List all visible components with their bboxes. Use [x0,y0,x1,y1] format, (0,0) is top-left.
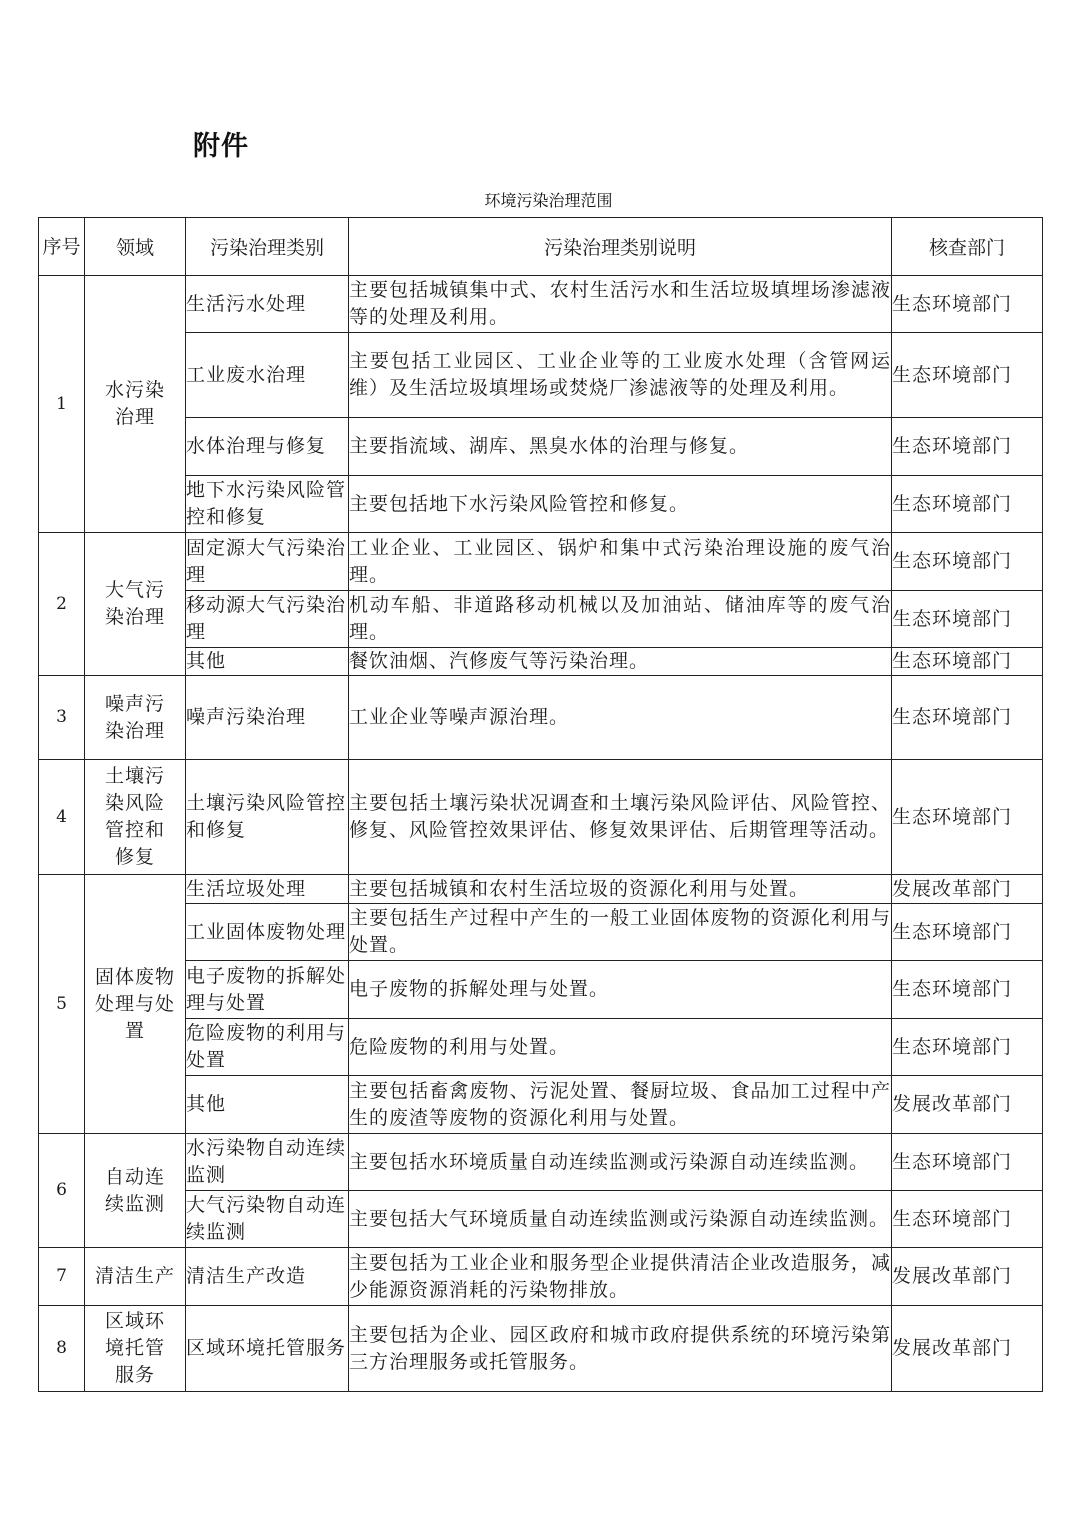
header-no: 序号 [39,218,85,276]
description-cell: 主要包括地下水污染风险管控和修复。 [349,476,892,533]
table-row [39,1191,1043,1248]
table-row [39,333,1043,418]
table-row [39,904,1043,961]
description-cell: 主要包括城镇和农村生活垃圾的资源化利用与处置。 [349,875,892,904]
description-cell: 机动车船、非道路移动机械以及加油站、储油库等的废气治理。 [349,591,892,648]
category-cell: 移动源大气污染治理 [186,591,349,648]
description-cell: 主要包括土壤污染状况调查和土壤污染风险评估、风险管控、修复、风险管控效果评估、修复效果评估、后期管理等活动。 [349,760,892,875]
category-cell: 生活垃圾处理 [186,875,349,904]
department-cell: 生态环境部门 [892,904,1043,961]
field-cell: 清洁生产 [85,1248,186,1306]
table-row [39,418,1043,476]
table-row [39,1019,1043,1076]
description-cell: 工业企业等噪声源治理。 [349,676,892,760]
table-caption: 环境污染治理范围 [484,191,613,210]
table-row [39,591,1043,648]
category-cell: 工业固体废物处理 [186,904,349,961]
field-cell: 水污染治理 [85,276,186,533]
category-cell: 其他 [186,648,349,676]
row-number: 1 [39,276,85,533]
header-field: 领域 [85,218,186,276]
department-cell: 生态环境部门 [892,961,1043,1019]
field-cell: 自动连续监测 [85,1134,186,1248]
department-cell: 发展改革部门 [892,1306,1043,1392]
category-cell: 工业废水治理 [186,333,349,418]
category-cell: 水污染物自动连续监测 [186,1134,349,1191]
category-cell: 其他 [186,1076,349,1134]
department-cell: 生态环境部门 [892,533,1043,591]
description-cell: 电子废物的拆解处理与处置。 [349,961,892,1019]
department-cell: 生态环境部门 [892,1019,1043,1076]
row-number: 4 [39,760,85,875]
description-cell: 主要包括为企业、园区政府和城市政府提供系统的环境污染第三方治理服务或托管服务。 [349,1306,892,1392]
table-row [39,648,1043,676]
row-number: 8 [39,1306,85,1392]
page-heading: 附件 [193,131,249,162]
department-cell: 生态环境部门 [892,418,1043,476]
table-row [39,676,1043,760]
field-cell: 固体废物处理与处置 [85,875,186,1134]
description-cell: 工业企业、工业园区、锅炉和集中式污染治理设施的废气治理。 [349,533,892,591]
description-cell: 主要包括水环境质量自动连续监测或污染源自动连续监测。 [349,1134,892,1191]
department-cell: 发展改革部门 [892,1076,1043,1134]
field-cell: 大气污染治理 [85,533,186,676]
description-cell: 主要包括生产过程中产生的一般工业固体废物的资源化利用与处置。 [349,904,892,961]
description-cell: 餐饮油烟、汽修废气等污染治理。 [349,648,892,676]
department-cell: 生态环境部门 [892,476,1043,533]
field-cell: 区域环境托管服务 [85,1306,186,1392]
table-row [39,961,1043,1019]
header-description: 污染治理类别说明 [349,218,892,276]
description-cell: 主要包括畜禽废物、污泥处置、餐厨垃圾、食品加工过程中产生的废渣等废物的资源化利用与处置。 [349,1076,892,1134]
category-cell: 生活污水处理 [186,276,349,333]
table-row [39,1248,1043,1306]
table-row [39,875,1043,904]
category-cell: 区域环境托管服务 [186,1306,349,1392]
description-cell: 危险废物的利用与处置。 [349,1019,892,1076]
table-row [39,476,1043,533]
department-cell: 发展改革部门 [892,1248,1043,1306]
header-department: 核查部门 [892,218,1043,276]
table-row [39,1134,1043,1191]
department-cell: 发展改革部门 [892,875,1043,904]
category-cell: 土壤污染风险管控和修复 [186,760,349,875]
department-cell: 生态环境部门 [892,1191,1043,1248]
row-number: 6 [39,1134,85,1248]
row-number: 3 [39,676,85,760]
table-row [39,760,1043,875]
table-row [39,1306,1043,1392]
row-number: 2 [39,533,85,676]
pollution-scope-table [38,217,1043,1392]
department-cell: 生态环境部门 [892,760,1043,875]
description-cell: 主要包括城镇集中式、农村生活污水和生活垃圾填埋场渗滤液等的处理及利用。 [349,276,892,333]
category-cell: 危险废物的利用与处置 [186,1019,349,1076]
department-cell: 生态环境部门 [892,591,1043,648]
category-cell: 水体治理与修复 [186,418,349,476]
table-header-row [39,218,1043,276]
department-cell: 生态环境部门 [892,276,1043,333]
description-cell: 主要包括工业园区、工业企业等的工业废水处理（含管网运维）及生活垃圾填埋场或焚烧厂渗滤液等的处理及利用。 [349,333,892,418]
description-cell: 主要指流域、湖库、黑臭水体的治理与修复。 [349,418,892,476]
table-row [39,1076,1043,1134]
category-cell: 大气污染物自动连续监测 [186,1191,349,1248]
table-row [39,276,1043,333]
field-cell: 土壤污染风险管控和修复 [85,760,186,875]
category-cell: 固定源大气污染治理 [186,533,349,591]
category-cell: 地下水污染风险管控和修复 [186,476,349,533]
description-cell: 主要包括大气环境质量自动连续监测或污染源自动连续监测。 [349,1191,892,1248]
row-number: 5 [39,875,85,1134]
description-cell: 主要包括为工业企业和服务型企业提供清洁企业改造服务，减少能源资源消耗的污染物排放。 [349,1248,892,1306]
department-cell: 生态环境部门 [892,1134,1043,1191]
header-category: 污染治理类别 [186,218,349,276]
category-cell: 电子废物的拆解处理与处置 [186,961,349,1019]
table-row [39,533,1043,591]
field-cell: 噪声污染治理 [85,676,186,760]
department-cell: 生态环境部门 [892,648,1043,676]
row-number: 7 [39,1248,85,1306]
department-cell: 生态环境部门 [892,676,1043,760]
department-cell: 生态环境部门 [892,333,1043,418]
category-cell: 噪声污染治理 [186,676,349,760]
category-cell: 清洁生产改造 [186,1248,349,1306]
